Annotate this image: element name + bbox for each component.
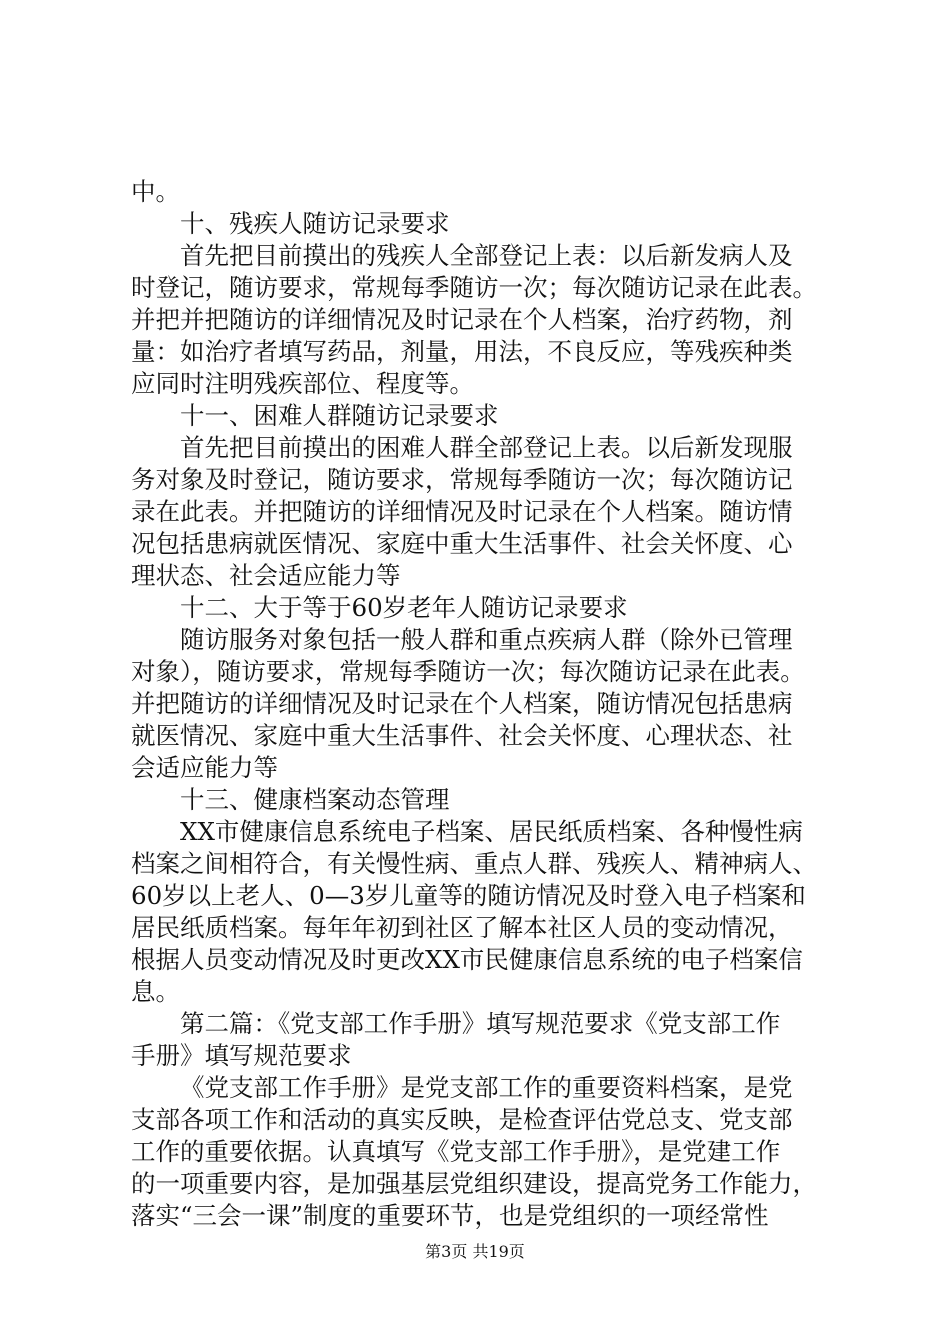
text-line: 首先把目前摸出的困难人群全部登记上表。以后新发现服 xyxy=(180,433,793,462)
text-line: 第二篇：《党支部工作手册》填写规范要求《党支部工作 xyxy=(180,1009,781,1038)
text-line: 时登记，随访要求，常规每季随访一次；每次随访记录在此表。 xyxy=(131,273,817,302)
text-line: 60岁以上老人、0—3岁儿童等的随访情况及时登入电子档案和 xyxy=(131,881,806,910)
text-line: 随访服务对象包括一般人群和重点疾病人群（除外已管理 xyxy=(180,625,793,654)
document-body xyxy=(131,176,836,1232)
text-line: 档案之间相符合，有关慢性病、重点人群、残疾人、精神病人、 xyxy=(131,849,817,878)
text-line: 首先把目前摸出的残疾人全部登记上表：以后新发病人及 xyxy=(180,241,793,270)
text-line: 十、残疾人随访记录要求 xyxy=(180,209,450,238)
text-line: 的一项重要内容，是加强基层党组织建设，提高党务工作能力， xyxy=(131,1169,817,1198)
page-footer xyxy=(0,1241,950,1263)
text-line: 务对象及时登记，随访要求，常规每季随访一次；每次随访记 xyxy=(131,465,793,494)
text-line: 会适应能力等 xyxy=(131,753,278,782)
text-line: 就医情况、家庭中重大生活事件、社会关怀度、心理状态、社 xyxy=(131,721,793,750)
text-line: 十二、大于等于60岁老年人随访记录要求 xyxy=(180,593,628,622)
text-line: 十三、健康档案动态管理 xyxy=(180,785,450,814)
text-line: 根据人员变动情况及时更改XX市民健康信息系统的电子档案信 xyxy=(131,945,803,974)
text-line: 工作的重要依据。认真填写《党支部工作手册》，是党建工作 xyxy=(131,1137,781,1166)
text-line: 中。 xyxy=(131,177,180,206)
text-line: 况包括患病就医情况、家庭中重大生活事件、社会关怀度、心 xyxy=(131,529,793,558)
text-line: 并把随访的详细情况及时记录在个人档案，随访情况包括患病 xyxy=(131,689,793,718)
text-line: 并把并把随访的详细情况及时记录在个人档案，治疗药物，剂 xyxy=(131,305,793,334)
text-line: 对象），随访要求，常规每季随访一次；每次随访记录在此表。 xyxy=(131,657,805,686)
page-number-label: 第3页 共19页 xyxy=(425,1242,525,1261)
text-line: 支部各项工作和活动的真实反映，是检查评估党总支、党支部 xyxy=(131,1105,793,1134)
text-line: 《党支部工作手册》是党支部工作的重要资料档案，是党 xyxy=(180,1073,793,1102)
text-line: 落实“三会一课”制度的重要环节，也是党组织的一项经常性 xyxy=(131,1201,769,1230)
text-line: 息。 xyxy=(131,977,180,1006)
text-line: 理状态、社会适应能力等 xyxy=(131,561,401,590)
text-line: 居民纸质档案。每年年初到社区了解本社区人员的变动情况， xyxy=(131,913,793,942)
text-line: 应同时注明残疾部位、程度等。 xyxy=(131,369,474,398)
text-line: 量：如治疗者填写药品，剂量，用法，不良反应，等残疾种类 xyxy=(131,337,793,366)
text-line: XX市健康信息系统电子档案、居民纸质档案、各种慢性病 xyxy=(180,817,803,846)
text-line: 录在此表。并把随访的详细情况及时记录在个人档案。随访情 xyxy=(131,497,793,526)
text-line: 手册》填写规范要求 xyxy=(131,1041,352,1070)
text-line: 十一、困难人群随访记录要求 xyxy=(180,401,499,430)
